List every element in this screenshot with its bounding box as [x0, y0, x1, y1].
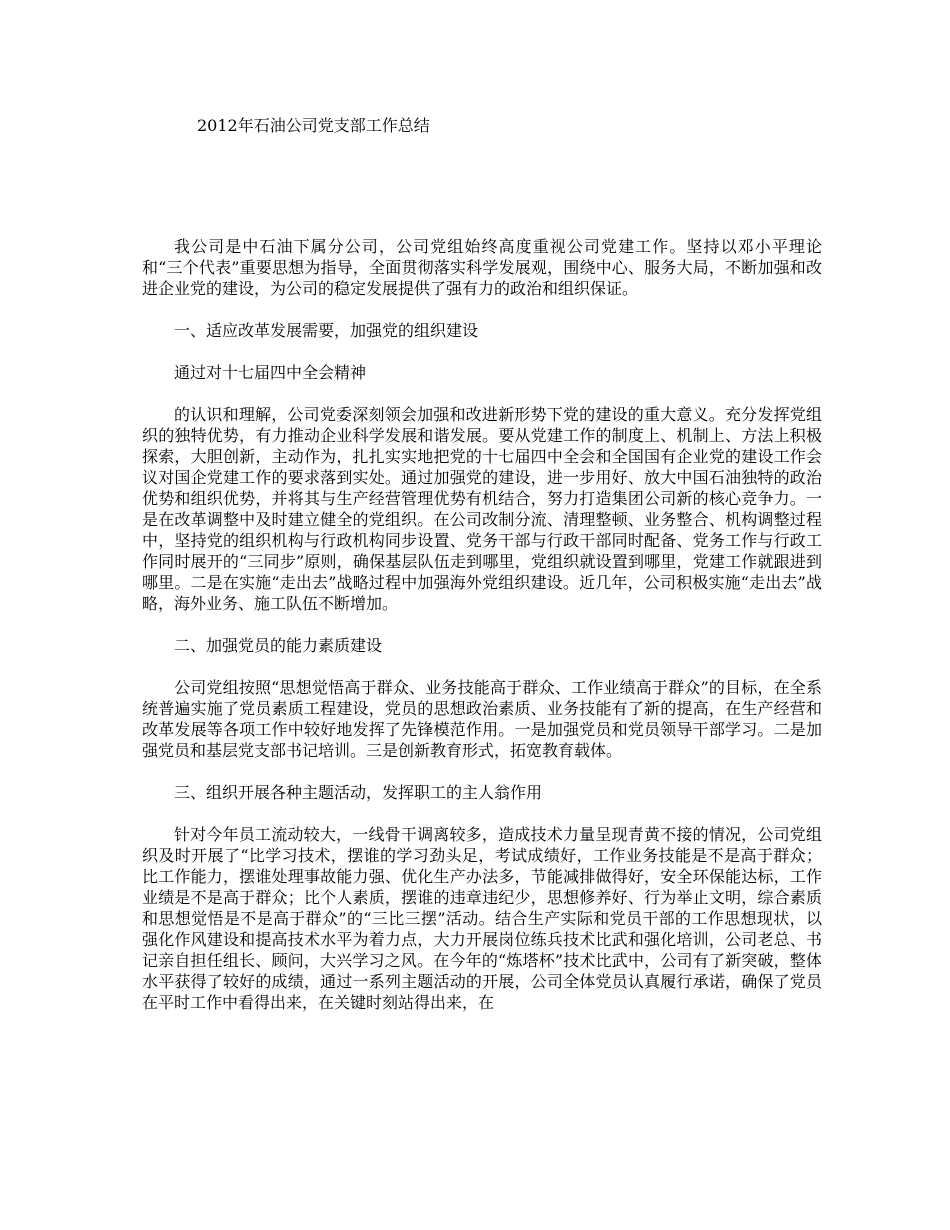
- section-heading-3: 三、组织开展各种主题活动，发挥职工的主人翁作用: [174, 783, 543, 802]
- intro-paragraph: 我公司是中石油下属分公司，公司党组始终高度重视公司党建工作。坚持以邓小平理论和“三个代表”重要思想为指导，全面贯彻落实科学发展观，围绕中心、服务大局，不断加强和改进企业党的建设，为公司的稳定发展提供了强有力的政治和组织保证。: [142, 237, 822, 298]
- document-body: [142, 236, 822, 1013]
- paragraph-gap: [142, 614, 822, 635]
- paragraph-gap: [142, 656, 822, 677]
- section-2-paragraph: 公司党组按照“思想觉悟高于群众、业务技能高于群众、工作业绩高于群众”的目标，在全系统普遍实施了党员素质工程建设，党员的思想政治素质、业务技能有了新的提高，在生产经营和改革发展等各项工作中较好地发挥了先锋模范作用。一是加强党员和党员领导干部学习。二是加强党员和基层党支部书记培训。三是创新教育形式，拓宽教育载体。: [142, 678, 822, 760]
- paragraph-gap: [142, 299, 822, 320]
- section-3-paragraph: 针对今年员工流动较大，一线骨干调离较多，造成技术力量呈现青黄不接的情况，公司党组织及时开展了“比学习技术，摆谁的学习劲头足，考试成绩好，工作业务技能是不是高于群众；比工作能力，摆谁处理事故能力强、优化生产办法多，节能减排做得好，安全环保能达标，工作业绩是不是高于群众；比个人素质，摆谁的违章违纪少，思想修养好、行为举止文明，综合素质和思想觉悟是不是高于群众”的“三比三摆”活动。结合生产实际和党员干部的工作思想现状，以强化作风建设和提高技术水平为着力点，大力开展岗位练兵技术比武和强化培训，公司老总、书记亲自担任组长、顾问，大兴学习之风。在今年的“炼塔杯”技术比武中，公司有了新突破，整体水平获得了较好的成绩，通过一系列主题活动的开展，公司全体党员认真履行承诺，确保了党员在平时工作中看得出来，在关键时刻站得出来，在: [142, 825, 822, 1012]
- section-1-paragraph: 的认识和理解，公司党委深刻领会加强和改进新形势下党的建设的重大意义。充分发挥党组织的独特优势，有力推动企业科学发展和谐发展。要从党建工作的制度上、机制上、方法上积极探索，大胆创新，主动作为，扎扎实实地把党的十七届四中全会和全国国有企业党的建设工作会议对国企党建工作的要求落到实处。通过加强党的建设，进一步用好、放大中国石油独特的政治优势和组织优势，并将其与生产经营管理优势有机结合，努力打造集团公司新的核心竞争力。一是在改革调整中及时建立健全的党组织。在公司改制分流、清理整顿、业务整合、机构调整过程中，坚持党的组织机构与行政机构同步设置、党务干部与行政干部同时配备、党务工作与行政工作同时展开的“三同步”原则，确保基层队伍走到哪里，党组织就设置到哪里，党建工作就跟进到哪里。二是在实施“走出去”战略过程中加强海外党组织建设。近几年，公司积极实施“走出去”战略，海外业务、施工队伍不断增加。: [142, 405, 822, 613]
- document-title: 2012年石油公司党支部工作总结: [197, 116, 430, 135]
- section-heading-1: 一、适应改革发展需要，加强党的组织建设: [174, 321, 479, 340]
- section-subheading: 通过对十七届四中全会精神: [174, 363, 367, 382]
- paragraph-gap: [142, 803, 822, 824]
- paragraph-gap: [142, 761, 822, 782]
- section-heading-2: 二、加强党员的能力素质建设: [174, 636, 383, 655]
- paragraph-gap: [142, 383, 822, 404]
- paragraph-gap: [142, 341, 822, 362]
